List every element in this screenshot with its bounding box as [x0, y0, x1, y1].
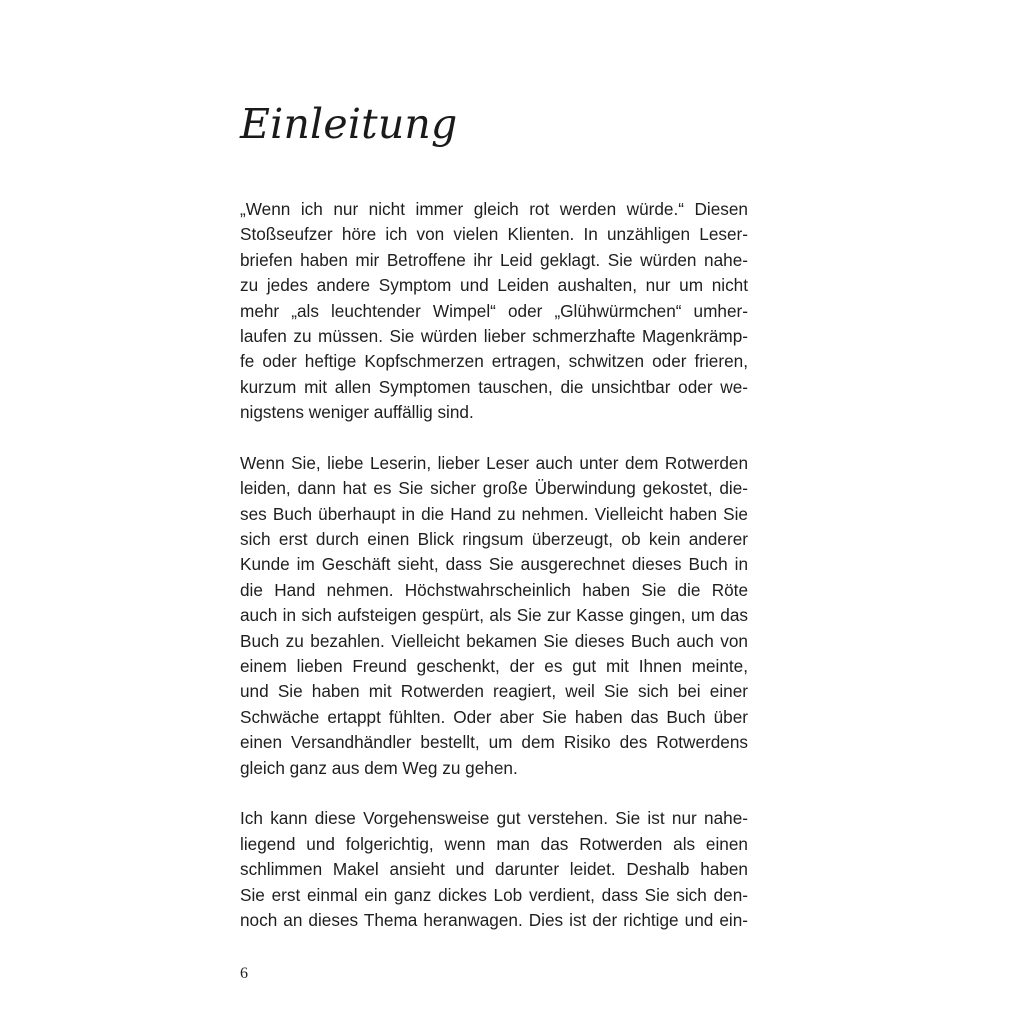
page-number: 6 [240, 965, 248, 982]
text-line: fe oder heftige Kopfschmerzen ertragen, schwitzen oder frieren, [240, 351, 748, 372]
text-line: Schwäche ertappt fühlten. Oder aber Sie haben das Buch über [240, 706, 748, 727]
text-line: ses Buch überhaupt in die Hand zu nehmen. Vielleicht haben Sie [240, 503, 748, 524]
text-line: Stoßseufzer höre ich von vielen Klienten. In unzähligen Leser- [240, 224, 748, 245]
text-line: einen Versandhändler bestellt, um dem Risiko des Rotwerdens [240, 732, 748, 753]
text-line: und Sie haben mit Rotwerden reagiert, weil Sie sich bei einer [240, 681, 748, 702]
text-line: Buch zu bezahlen. Vielleicht bekamen Sie dieses Buch auch von [240, 630, 748, 651]
text-line: mehr „als leuchtender Wimpel“ oder „Glühwürmchen“ umher- [240, 300, 748, 321]
text-line: Kunde im Geschäft sieht, dass Sie ausgerechnet dieses Buch in [240, 554, 748, 575]
paragraph [240, 451, 748, 781]
text-line: Sie erst einmal ein ganz dickes Lob verdient, dass Sie sich den- [240, 884, 748, 905]
chapter-title: Einleitung [240, 100, 458, 148]
text-line: schlimmen Makel ansieht und darunter leidet. Deshalb haben [240, 859, 748, 880]
text-line: einem lieben Freund geschenkt, der es gut mit Ihnen meinte, [240, 656, 748, 677]
text-line: „Wenn ich nur nicht immer gleich rot werden würde.“ Diesen [240, 199, 748, 219]
paragraph [240, 197, 748, 426]
text-line: Ich kann diese Vorgehensweise gut verstehen. Sie ist nur nahe- [240, 808, 748, 829]
text-line: nigstens weniger auffällig sind. [240, 402, 474, 423]
text-line: zu jedes andere Symptom und Leiden aushalten, nur um nicht [240, 275, 748, 296]
text-line: auch in sich aufsteigen gespürt, als Sie zur Kasse gingen, um das [240, 605, 748, 626]
text-line: die Hand nehmen. Höchstwahrscheinlich haben Sie die Röte [240, 579, 748, 600]
text-line: leiden, dann hat es Sie sicher große Überwindung gekostet, die- [240, 478, 748, 499]
text-line: kurzum mit allen Symptomen tauschen, die unsichtbar oder we- [240, 376, 748, 397]
text-line: liegend und folgerichtig, wenn man das Rotwerden als einen [240, 833, 748, 854]
text-line: Wenn Sie, liebe Leserin, lieber Leser auch unter dem Rotwerden [240, 452, 748, 473]
text-line: laufen zu müssen. Sie würden lieber schmerzhafte Magenkrämp- [240, 325, 748, 346]
text-line: gleich ganz aus dem Weg zu gehen. [240, 757, 518, 778]
paragraph [240, 806, 748, 933]
text-line: briefen haben mir Betroffene ihr Leid geklagt. Sie würden nahe- [240, 249, 748, 270]
text-line: noch an dieses Thema heranwagen. Dies ist der richtige und ein- [240, 909, 748, 930]
text-line: sich erst durch einen Blick ringsum überzeugt, ob kein anderer [240, 529, 748, 550]
body-text [240, 197, 748, 959]
